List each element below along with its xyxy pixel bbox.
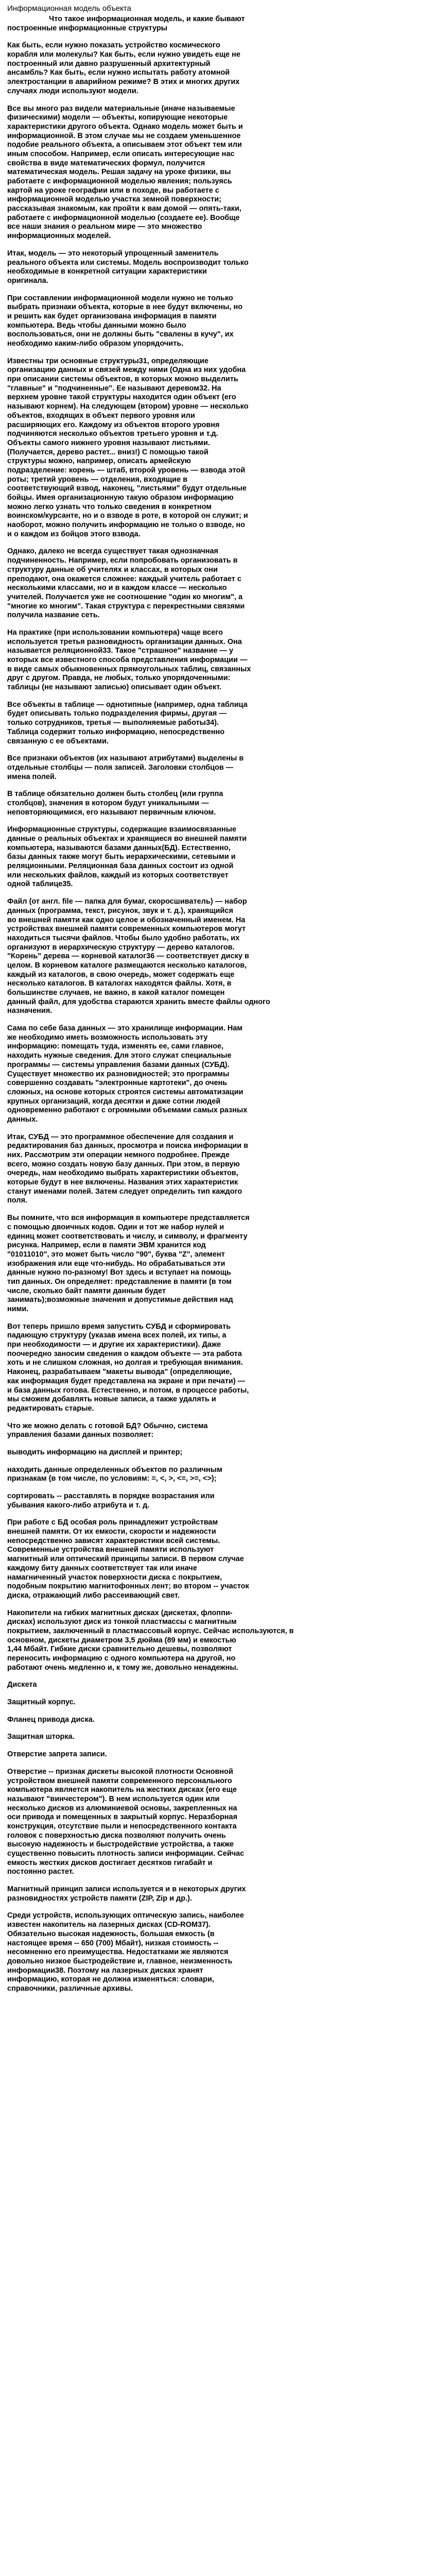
paragraph: сортировать -- расставлять в порядке возрастания или убывания какого-либо атрибута и т. д. <box>7 1492 215 1510</box>
paragraph: Все объекты в таблице — однотипные (например, одна таблица будет описывать только подразделения фирмы, другая — только сотрудников, третья — выполняемые работы34). Таблица содержит только информацию, непосредственно связанную с ее объектами. <box>7 700 248 745</box>
term-line: Защитный корпус. <box>7 1698 76 1707</box>
paragraph: Как быть, если нужно показать устройство космического корабля или молекулы? Как быть, если нужно увидеть еще не построенный или давно разрушенный архитектурный ансамбль? Как быть, если нужно испытать работу атомной электростанции в аварийном режиме? В этих и многих других случаях люди используют модели. <box>7 41 240 95</box>
term-line: Защитная шторка. <box>7 1733 75 1741</box>
term-line: Отверстие запрета записи. <box>7 1750 107 1759</box>
paragraph: Итак, модель — это некоторый упрощенный заменитель реального объекта или системы. Модель воспроизводит только необходимые в конкретной ситуации характеристики оригинала. <box>7 249 249 285</box>
paragraph: Итак, СУБД — это программное обеспечение для создания и редактирования баз данных, просмотра и поиска информации в них. Рассмотрим эти операции немного подробнее. Прежде всего, можно создать новую базу данных. При этом, в первую очередь, нам необходимо выбрать характеристики объектов, которые будут в нее включены. Названия этих характеристик станут именами полей. Затем следует определить тип каждого поля. <box>7 1132 249 1205</box>
term-line: Фланец привода диска. <box>7 1715 95 1724</box>
paragraph: Вот теперь пришло время запустить СУБД и сформировать падающую структуру (указав имена всех полей, их типы, а при необходимости — и другие их характеристики). Даже поочередно заносим сведения о каждом объекте — эта работа хоть и не слишком сложная, но долгая и требующая внимания. Наконец, разрабатываем "макеты вывода" (определяющие, как информация будет представлена на экране и при печати) — и база данных готова. Естественно, и потом, в процессе работы, мы сможем добавлять новые записи, а также удалять и редактировать старые. <box>7 1322 249 1413</box>
paragraph: Вы помните, что вся информация в компьютере представляется с помощью двоичных кодов. Один и тот же набор нулей и единиц может соответствовать и числу, и символу, и фрагменту рисунка. Например, если в памяти ЭВМ хранится код "01011010", это может быть число "90", буква "Z", элемент изображения или еще что-нибудь. Но обрабатываться эти данные нужно по-разному! Вот здесь и вступает на помощь тип данных. Он определяет: представление в памяти (в том числе, сколько байт памяти данным будет занимать);возможные значения и допустимые действия над ними. <box>7 1214 250 1313</box>
paragraph: Отверстие -- признак дискеты высокой плотности Основной устройством внешней памяти современного персонального компьютера является накопитель на жестких дисках (его еще называют "винчестером"). В нем используется один или несколько дисков из алюминиевой основы, закрепленных на оси привода и помещенных в закрытый корпус. Неразборная конструкция, отсутствие пыли и непосредственного контакта головок с поверхностью диска позволяют получить очень высокую надежность и быстродействие устройства, а также существенно повысить плотность записи информации. Сейчас емкость жестких дисков достигает десятков гигабайт и постоянно растет. <box>7 1767 245 1876</box>
paragraph: Накопители на гибких магнитных дисках (дискетах, флоппи- дисках) используют диск из тонкой пластмассы с магнитным покрытием, заключенный в пластмассовый корпус. Сейчас используются, в основном, дискеты диаметром 3,5 дюйма (89 мм) и емкостью 1,44 Мбайт. Гибкие диски сравнительно дешевы, позволяют переносить информацию с одного компьютера на другой, но работают очень медленно и, к тому же, довольно ненадежны. <box>7 1608 294 1672</box>
paragraph: Все признаки объектов (их называют атрибутами) выделены в отдельные столбцы — поля записей. Заголовки столбцов — имена полей. <box>7 754 244 781</box>
paragraph: Все вы много раз видели материальные (иначе называемые физическими) модели — объекты, копирующие некоторые характеристики другого объекта. Однако модель может быть и информационной. В этом случае мы не создаем уменьшенное подобие реального объекта, а описываем этот объект тем или иным способом. Например, если описать интересующие нас свойства в виде математических формул, получится математическая модель. Решая задачу на уроке физики, вы работаете с информационной моделью явления; пользуясь картой на уроке географии или в походе, вы работаете с информационной моделью участка земной поверхности; рассказывая знакомым, как пройти к вам домой — опять-таки, работаете с информационной моделью (создаете ее). Вообще все наши знания о реальном мире — это множество информационных моделей. <box>7 104 243 241</box>
paragraph: Файл (от англ. file — папка для бумаг, скоросшиватель) — набор данных (программа, текст, рисунок, звук и т. д.), хранящийся во внешней памяти как одно целое и обозначенный именем. На устройствах внешней памяти современных компьютеров могут находиться тысячи файлов. Чтобы было удобно работать, их организуют в иерархическую структуру — дерево каталогов. "Корень" дерева — корневой каталог36 — соответствует диску в целом. В корневом каталоге размещаются несколько каталогов, каждый из каталогов, в свою очередь, может содержать еще несколько каталогов. В каталогах находятся файлы. Хотя, в большинстве случаев, не важно, в какой каталог помещен данный файл, для удобства стараются хранить вместе файлы одного назначения. <box>7 897 270 1015</box>
paragraph: В таблице обязательно должен быть столбец (или группа столбцов), значения в котором будут уникальными — неповторяющимися, его называют первичным ключом. <box>7 790 223 817</box>
paragraphs <box>7 41 429 1672</box>
paragraph: Магнитный принцип записи используется и в некоторых других разновидностях устройств памяти (ZIP, Zip и др.). <box>7 1885 246 1903</box>
paragraph: выводить информацию на дисплей и принтер; <box>7 1448 183 1456</box>
terms-list <box>7 1681 429 1759</box>
paragraph: При работе с БД особая роль принадлежит устройствам внешней памяти. От их емкости, скорости и надежности непосредственно зависят характеристики всей системы. Современные устройства внешней памяти используют магнитный или оптический принципы записи. В первом случае каждому биту данных соответствует так или иначе намагниченный участок поверхности диска с покрытием, подобным покрытию магнитофонных лент; во втором -- участок диска, отражающий либо рассеивающий свет. <box>7 1518 249 1600</box>
term-line: Дискета <box>7 1681 37 1689</box>
paragraph: Сама по себе база данных — это хранилище информации. Нам же необходимо иметь возможность использовать эту информацию: помещать туда, изменять ее, сами главное, находить нужные сведения. Для этого служат специальные программы — системы управления базами данных (СУБД). Существует множество их разновидностей; это программы совершенно создавать "электронные картотеки", до очень сложных, на основе которых строятся системы автоматизации крупных организаций, когда десятки и даже сотни людей одновременно работают с огромными объемами самых разных данных. <box>7 1024 248 1124</box>
paragraph: Среди устройств, использующих оптическую запись, наиболее известен накопитель на лазерных дисках (CD-ROM37). Обязательно высокая надежность, большая емкость (в настоящее время -- 650 (700) Мбайт), низкая стоимость -- несомненно его преимущества. Недостатками же являются довольно низкое быстродействие и, главное, неизменность информации38. Поэтому на лазерных дисках хранят информацию, которая не должна изменяться: словари, справочники, различные архивы. <box>7 1911 244 1993</box>
paragraph: На практике (при использовании компьютера) чаще всего используется третья разновидность организации данных. Она называется реляционной33. Такое "страшное" название — у которых все известного способа представления информации — в виде самых обыкновенных прямоугольных таблиц, связанных друг с другом. Правда, не любых, только упорядоченными: таблицы (не называют записью) описывает один объект. <box>7 628 251 692</box>
document-subtitle: Что такое информационная модель, и какие бывают построенные информационные структуры <box>7 15 245 32</box>
paragraph: Однако, далеко не всегда существует такая однозначная подчиненность. Например, если попробовать организовать в структуру данные об учителях и классах, в которых они преподают, она окажется сложнее: каждый учитель работает с несколькими классами, но и в каждом классе — несколько учителей. Получается уже не соотношение "один ко многим", а "многие ко многим". Такая структура с перекрестными связями получила название сеть. <box>7 547 245 620</box>
paragraph: Известны три основные структуры31, определяющие организацию данных и связей между ними (Одна из них удобна при описании системы объектов, в которых можно выделить "главные" и "подчиненные". Ее называют деревом32. На верхнем уровне такой структуры находится один объект (его называют корнем). На следующем (втором) уровне — несколько объектов, входящих в объект первого уровня или расширяющих его. Каждому из объектов второго уровня подчиняются несколько объектов третьего уровня и т.д. Объекты самого нижнего уровня называют листьями. (Получается, дерево растет... вниз!) С помощью такой структуры можно, например, описать армейскую подразделение: корень — штаб, второй уровень — взвода этой роты; третий уровень — отделения, входящие в соответствующий взвод, наконец, "листьями" будут отдельные бойцы. Имея организационную такую образом информацию можно легко узнать что только сведения в конкретном воинском/курсанте, но и о взводе в роте, в которой он служит; и наоборот, можно получить информацию не только о взводе, но и о каждом из бойцов этого взвода. <box>7 357 249 538</box>
paragraph: Что же можно делать с готовой БД? Обычно, система управления базами данных позволяет: <box>7 1421 208 1439</box>
document-title: Информационная модель объекта <box>7 4 131 13</box>
paragraph: При составлении информационной модели нужно не только выбрать признаки объекта, которые в нее будут включены, но и решить как будет организована информация в памяти компьютера. Ведь чтобы данными можно было воспользоваться, они не должны быть "свалены в кучу", их необходимо каким-либо образом упорядочить. <box>7 294 243 348</box>
paragraphs-after <box>7 1768 429 1994</box>
paragraph: находить данные определенных объектов по различным признакам (в том числе, по условиям: =, <, >, <=, >=, <>); <box>7 1465 222 1483</box>
paragraph: Информационные структуры, содержащие взаимосвязанные данные о реальных объектах и хранящиеся во внешней памяти компьютера, называются базами данных(БД). Естественно, базы данных также могут быть иерархическими, сетевыми и реляционными. Реляционная база данных состоит из одной или нескольких файлов, каждый из которых соответствует одной таблице35. <box>7 825 247 889</box>
